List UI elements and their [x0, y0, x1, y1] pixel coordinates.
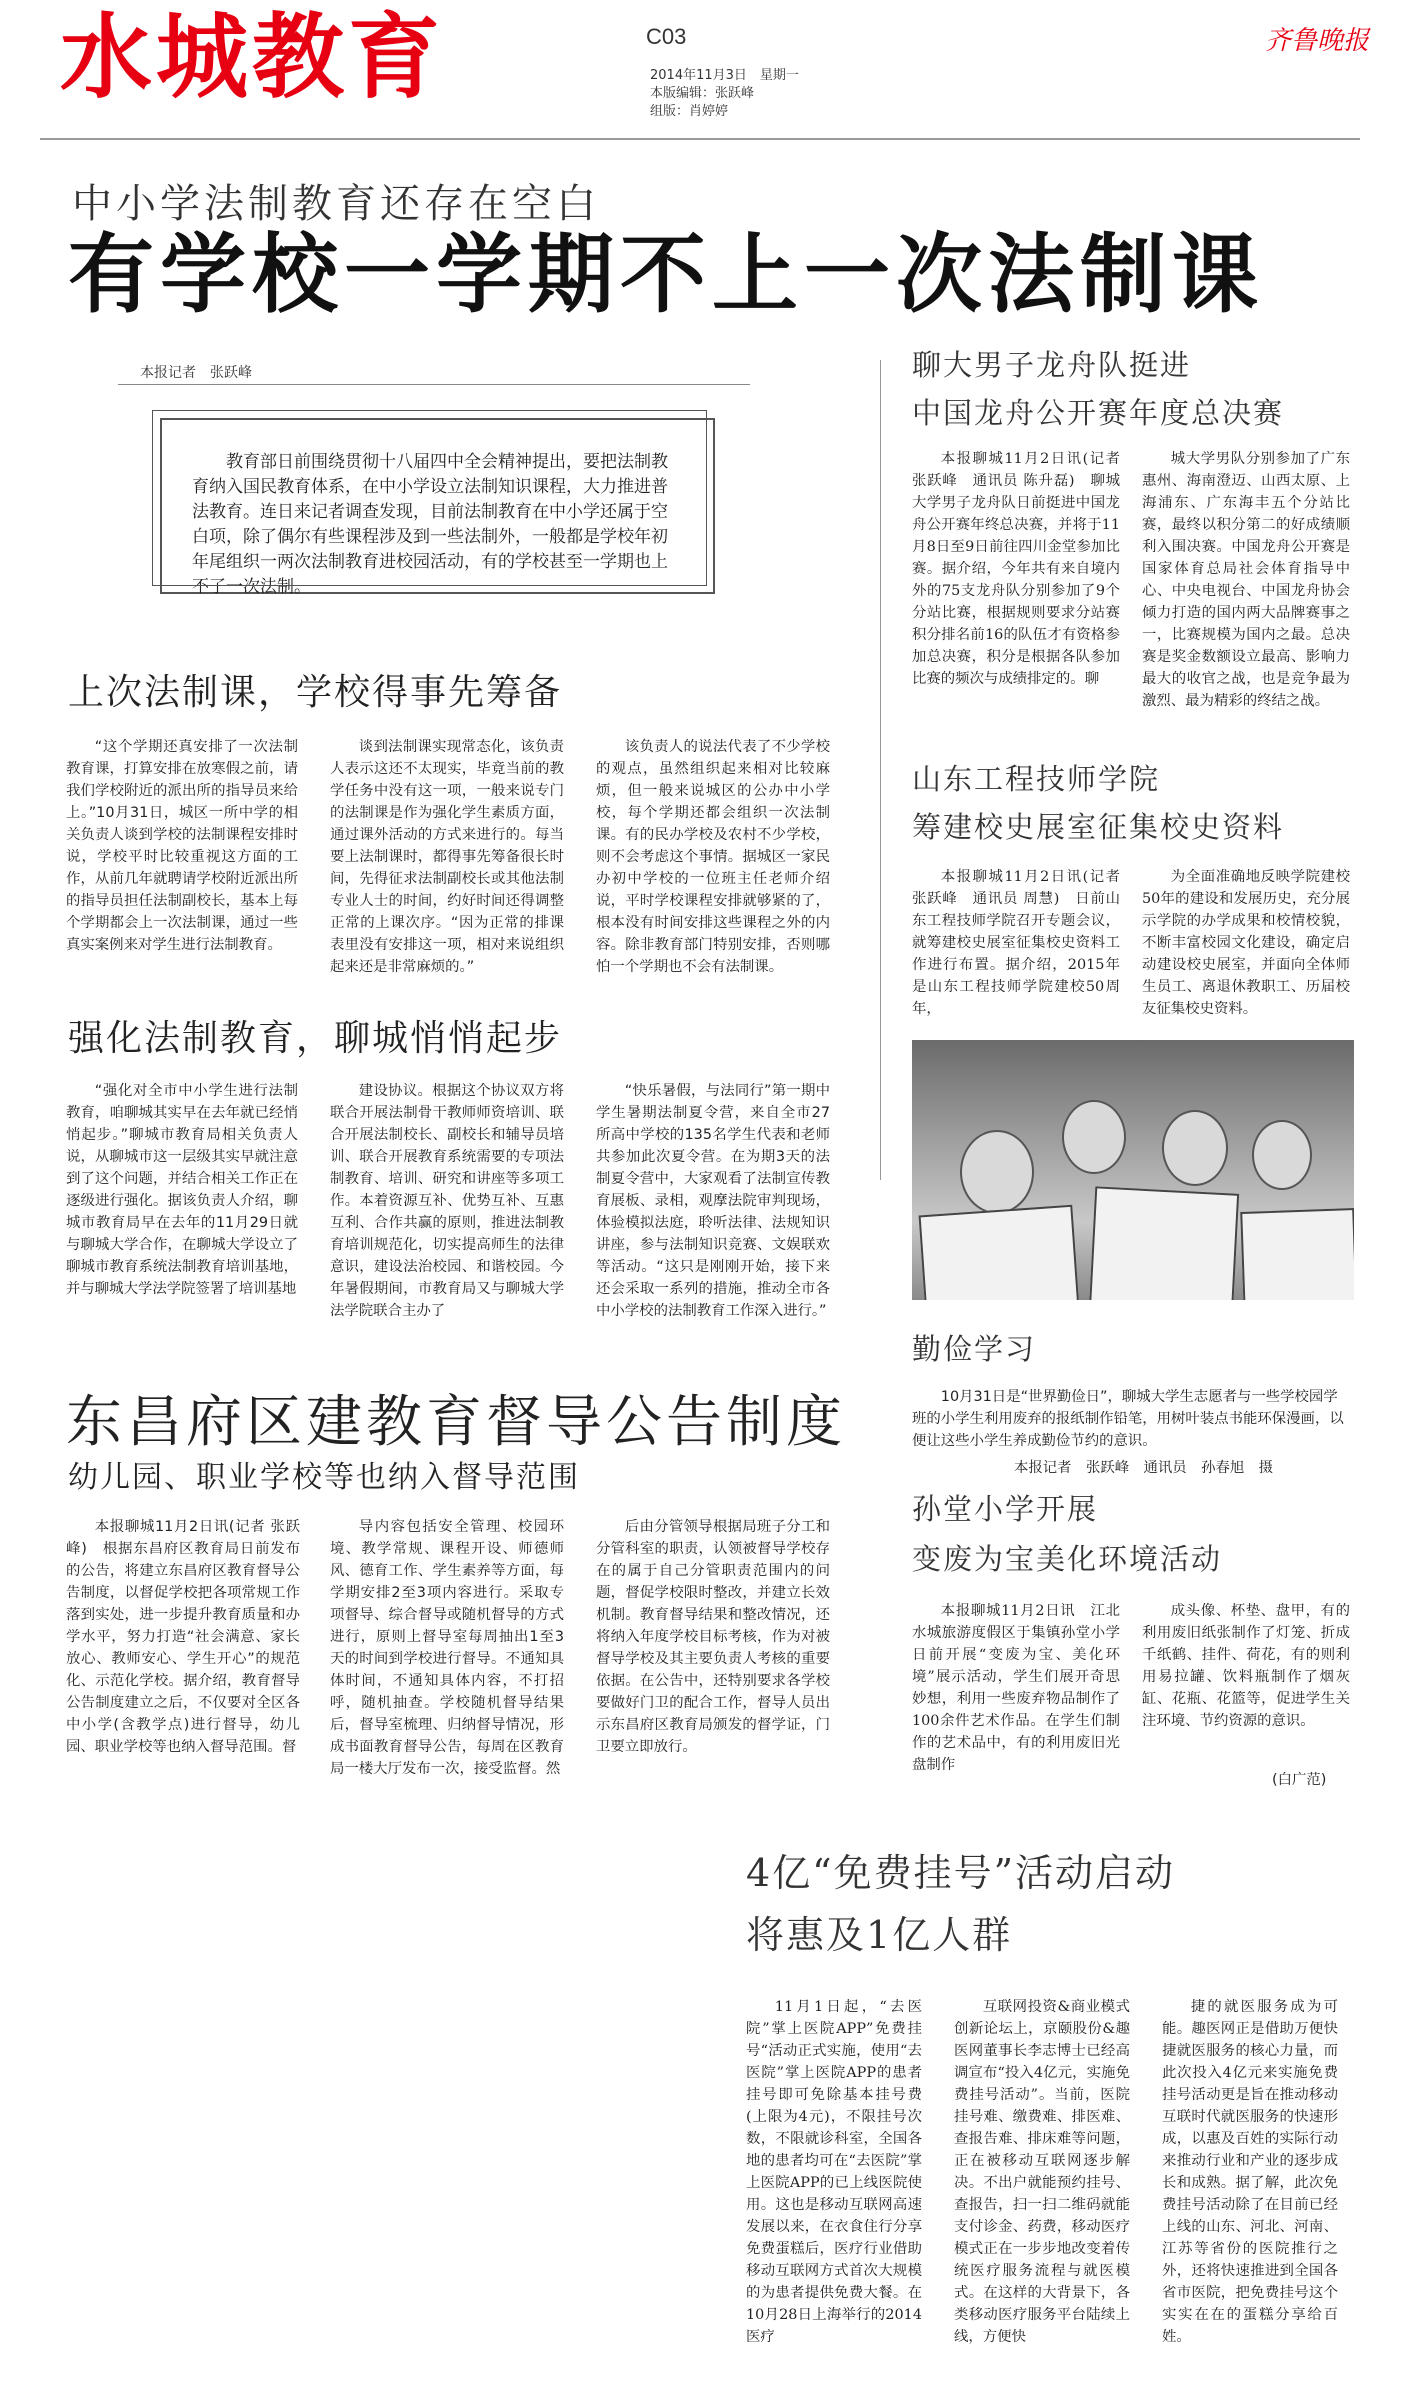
history-column-2: 为全面准确地反映学院建校50年的建设和发展历史，充分展示学院的办学成果和校情校貌，不断丰富校园文化建设，确定启动建设校史展室，并面向全体师生员工、离退休教职工、历届校友征集校史资料。: [1142, 869, 1350, 1017]
news-photo-children-crafts: [912, 1040, 1354, 1300]
history-headline-1: 山东工程技师学院: [912, 762, 1161, 796]
lead-intro-box: [160, 418, 715, 597]
sunzhuang-column-2: 成头像、杯垫、盘甲，有的利用废旧纸张制作了灯笼、折成千纸鹤、挂件、荷花，有的则利用易拉罐、饮料瓶制作了烟灰缸、花瓶、花篮等，促进学生关注环境、节约资源的意识。: [1142, 1603, 1350, 1729]
lead-sub1-column-3: 该负责人的说法代表了不少学校的观点，虽然组织起来相对比较麻烦，但一般来说城区的公办中小学校，每个学期还都会组织一次法制课。有的民办学校及农村不少学校，则不会考虑这个事情。据城区一家民办初中学校的一位班主任老师介绍说，平时学校课程安排就够紧的了，根本没有时间安排这些课程之外的内容。除非教育部门特别安排，否则哪怕一个学期也不会有法制课。: [596, 739, 830, 975]
date-line: 2014年11月3日 星期一: [650, 68, 799, 83]
sunzhuang-headline-2: 变废为宝美化环境活动: [912, 1542, 1223, 1576]
lead-byline: 本报记者 张跃峰: [140, 365, 252, 381]
layout-line: 组版：肖婷婷: [650, 104, 729, 119]
sunzhuang-author: (白广范): [1272, 1772, 1327, 1788]
lead-sub2-column-3: “快乐暑假，与法同行”第一期中学生暑期法制夏令营，来自全市27所高中学校的135名学生代表和老师共参加此次夏令营。在为期3天的法制夏令营中，大家观看了法制宣传教育展板、录相，观摩法院审判现场，体验模拟法庭，聆听法律、法规知识讲座，参与法制知识竞赛、文娱联欢等活动。“这只是刚刚开始，接下来还会采取一系列的措施，推动全市各中小学校的法制教育工作深入进行。”: [596, 1083, 830, 1319]
dragon-column-1: 本报聊城11月2日讯(记者 张跃峰 通讯员 陈升磊) 聊城大学男子龙舟队日前挺进中国龙舟公开赛年终总决赛，并将于11月8日至9日前往四川金堂参加比赛。据介绍，今年共有来自境内外的75支龙舟队分别参加了9个分站比赛，根据规则要求分站赛积分排名前16的队伍才有资格参加总决赛，积分是根据各队参加比赛的频次与成绩排定的。聊: [912, 451, 1120, 687]
sunzhuang-headline-1: 孙堂小学开展: [912, 1492, 1099, 1526]
dragon-headline-2: 中国龙舟公开赛年度总决赛: [912, 396, 1285, 430]
supervision-headline: 东昌府区建教育督导公告制度: [66, 1390, 846, 1455]
hospital-headline-1: 4亿“免费挂号”活动启动: [746, 1851, 1176, 1895]
byline-rule: [118, 384, 750, 385]
lead-headline: 有学校一学期不上一次法制课: [68, 225, 1264, 325]
lead-intro-text: 教育部日前围绕贯彻十八届四中全会精神提出，要把法制教育纳入国民教育体系，在中小学设立法制知识课程，大力推进普法教育。连日来记者调查发现，目前法制教育在中小学还属于空白项，除了偶尔有些课程涉及到一些法制外，一般都是学校年初年尾组织一两次法制教育进校园活动，有的学校甚至一学期也上不了一次法制。: [192, 452, 668, 597]
lead-sub1-column-2: 谈到法制课实现常态化，该负责人表示这还不太现实，毕竟当前的教学任务中没有这一项，一般来说专门的法制课是作为强化学生素质方面，通过课外活动的方式来进行的。每当要上法制课时，都得事先筹备很长时间，先得征求法制副校长或其他法制专业人士的时间，约好时间还得调整正常的上课次序。“因为正常的排课表里没有安排这一项，相对来说组织起来还是非常麻烦的。”: [330, 739, 564, 975]
dragon-column-2: 城大学男队分别参加了广东惠州、海南澄迈、山西太原、上海浦东、广东海丰五个分站比赛，最终以积分第二的好成绩顺利入围决赛。中国龙舟公开赛是国家体育总局社会体育指导中心、中央电视台、中国龙舟协会倾力打造的国内两大品牌赛事之一，比赛规模为国内之最。总决赛是奖金数额设立最高、影响力最大的收官之战，也是竞争最为激烈、最为精彩的终结之战。: [1142, 451, 1350, 709]
supervision-column-1: 本报聊城11月2日讯(记者 张跃峰) 根据东昌府区教育局日前发布的公告，将建立东昌府区教育督导公告制度，以督促学校把各项常规工作落到实处，进一步提升教育质量和办学水平，努力打造“社会满意、家长放心、教师安心、学生开心”的规范化、示范化学校。据介绍，教育督导公告制度建立之后，不仅要对全区各中小学(含教学点)进行督导，幼儿园、职业学校等也纳入督导范围。督: [66, 1519, 300, 1755]
hospital-column-3: 捷的就医服务成为可能。趣医网正是借助万便快捷就医服务的核心力量，而此次投入4亿元来实施免费挂号活动更是旨在推动移动互联时代就医服务的快速形成，以惠及百姓的实际行动来推动行业和产业的逐步成长和成熟。据了解，此次免费挂号活动除了在目前已经上线的山东、河北、河南、江苏等省份的医院推行之外，还将快速推进到全国各省市医院，把免费挂号这个实实在在的蛋糕分享给百姓。: [1162, 1999, 1338, 2345]
section-masthead-title: 水城教育: [60, 4, 445, 111]
photo-caption: 10月31日是“世界勤俭日”，聊城大学生志愿者与一些学校园学班的小学生利用废弃的报纸制作铅笔，用树叶装点书能环保漫画，以便让这些小学生养成勤俭节约的意识。: [912, 1389, 1344, 1449]
photo-credit: 本报记者 张跃峰 通讯员 孙春旭 摄: [1014, 1460, 1274, 1476]
column-divider: [880, 360, 881, 1180]
lead-sub1-column-1: “这个学期还真安排了一次法制教育课，打算安排在放寒假之前，请我们学校附近的派出所的指导员来给上。”10月31日，城区一所中学的相关负责人谈到学校的法制课程安排时说，学校平时比较重视这方面的工作，从前几年就聘请学校附近派出所的指导员担任法制副校长，基本上每个学期都会上一次法制课，通过一些真实案例来对学生进行法制教育。: [66, 739, 298, 953]
hospital-headline-2: 将惠及1亿人群: [746, 1913, 1013, 1957]
supervision-column-3: 后由分管领导根据局班子分工和分管科室的职责，认领被督导学校存在的属于自己分管职责范围内的问题，督促学校限时整改，并建立长效机制。教育督导结果和整改情况，还将纳入年度学校目标考核，作为对被督导学校及其主要负责人考核的重要依据。在公告中，还特别要求各学校要做好门卫的配合工作，督导人员出示东昌府区教育局颁发的督学证，门卫要立即放行。: [596, 1519, 830, 1755]
sunzhuang-column-1: 本报聊城11月2日讯 江北水城旅游度假区于集镇孙堂小学日前开展“变废为宝、美化环境”展示活动，学生们展开奇思妙想，利用一些废弃物品制作了100余件艺术作品。在学生们制作的艺术品中，有的利用废旧光盘制作: [912, 1603, 1120, 1773]
masthead-divider: [40, 138, 1360, 140]
lead-kicker: 中小学法制教育还存在空白: [72, 181, 600, 227]
editor-line: 本版编辑：张跃峰: [650, 86, 755, 101]
photo-title: 勤俭学习: [912, 1332, 1037, 1366]
history-column-1: 本报聊城11月2日讯(记者 张跃峰 通讯员 周慧) 日前山东工程技师学院召开专题会议，就筹建校史展室征集校史资料工作进行布置。据介绍，2015年是山东工程技师学院建校50周年，: [912, 869, 1120, 1017]
dragon-headline-1: 聊大男子龙舟队挺进: [912, 348, 1192, 382]
lead-sub2-column-1: “强化对全市中小学生进行法制教育，咱聊城其实早在去年就已经悄悄起步。”聊城市教育局相关负责人说，从聊城市这一层级其实早就注意到了这个问题，并结合相关工作正在逐级进行强化。据该负责人介绍，聊城市教育局早在去年的11月29日就与聊城大学合作，在聊城大学设立了聊城市教育系统法制教育培训基地，并与聊城大学法学院签署了培训基地: [66, 1083, 298, 1297]
newspaper-logo: 齐鲁晚报: [1264, 26, 1369, 56]
page-code: C03: [646, 24, 687, 49]
hospital-column-1: 11月1日起，“去医院”掌上医院APP”免费挂号“活动正式实施，使用“去医院”掌上医院APP的患者挂号即可免除基本挂号费(上限为4元)，不限挂号次数，不限就诊科室，全国各地的患者均可在“去医院”掌上医院APP的已上线医院使用。这也是移动互联网高速发展以来，在衣食住行分享免费蛋糕后，医疗行业借助移动互联网方式首次大规模的为患者提供免费大餐。在10月28日上海举行的2014医疗: [746, 1999, 922, 2345]
supervision-subhead: 幼儿园、职业学校等也纳入督导范围: [68, 1460, 580, 1495]
hospital-column-2: 互联网投资&商业模式创新论坛上，京颐股份&趣医网董事长李志博士已经高调宣布“投入4亿元，实施免费挂号活动”。当前，医院挂号难、缴费难、排医难、查报告难、排床难等问题，正在被移动互联网逐步解决。不出户就能预约挂号、查报告，扫一扫二维码就能支付诊金、药费，移动医疗模式正在一步步地改变着传统医疗服务流程与就医模式。在这样的大背景下，各类移动医疗服务平台陆续上线，方便快: [954, 1999, 1130, 2345]
subhead-last-lesson: 上次法制课，学校得事先筹备: [68, 672, 563, 713]
supervision-column-2: 导内容包括安全管理、校园环境、教学常规、课程开设、师德师风、德育工作、学生素养等方面，每学期安排2至3项内容进行。采取专项督导、综合督导或随机督导的方式进行，原则上督导室每周抽出1至3天的时间到学校进行督导。不通知具体时间，不通知具体内容，不打招呼，随机抽查。学校随机督导结果后，督导室梳理、归纳督导情况，形成书面教育督导公告，每周在区教育局一楼大厅发布一次，接受监督。然: [330, 1519, 564, 1777]
history-headline-2: 筹建校史展室征集校史资料: [912, 810, 1285, 844]
subhead-strengthen-law: 强化法制教育，聊城悄悄起步: [68, 1018, 563, 1059]
lead-sub2-column-2: 建设协议。根据这个协议双方将联合开展法制骨干教师师资培训、联合开展法制校长、副校长和辅导员培训、联合开展教育系统需要的专项法制教育、培训、研究和讲座等多项工作。本着资源互补、优势互补、互惠互利、合作共赢的原则，推进法制教育培训规范化，切实提高师生的法律意识，建设法治校园、和谐校园。今年暑假期间，市教育局又与聊城大学法学院联合主办了: [330, 1083, 564, 1319]
